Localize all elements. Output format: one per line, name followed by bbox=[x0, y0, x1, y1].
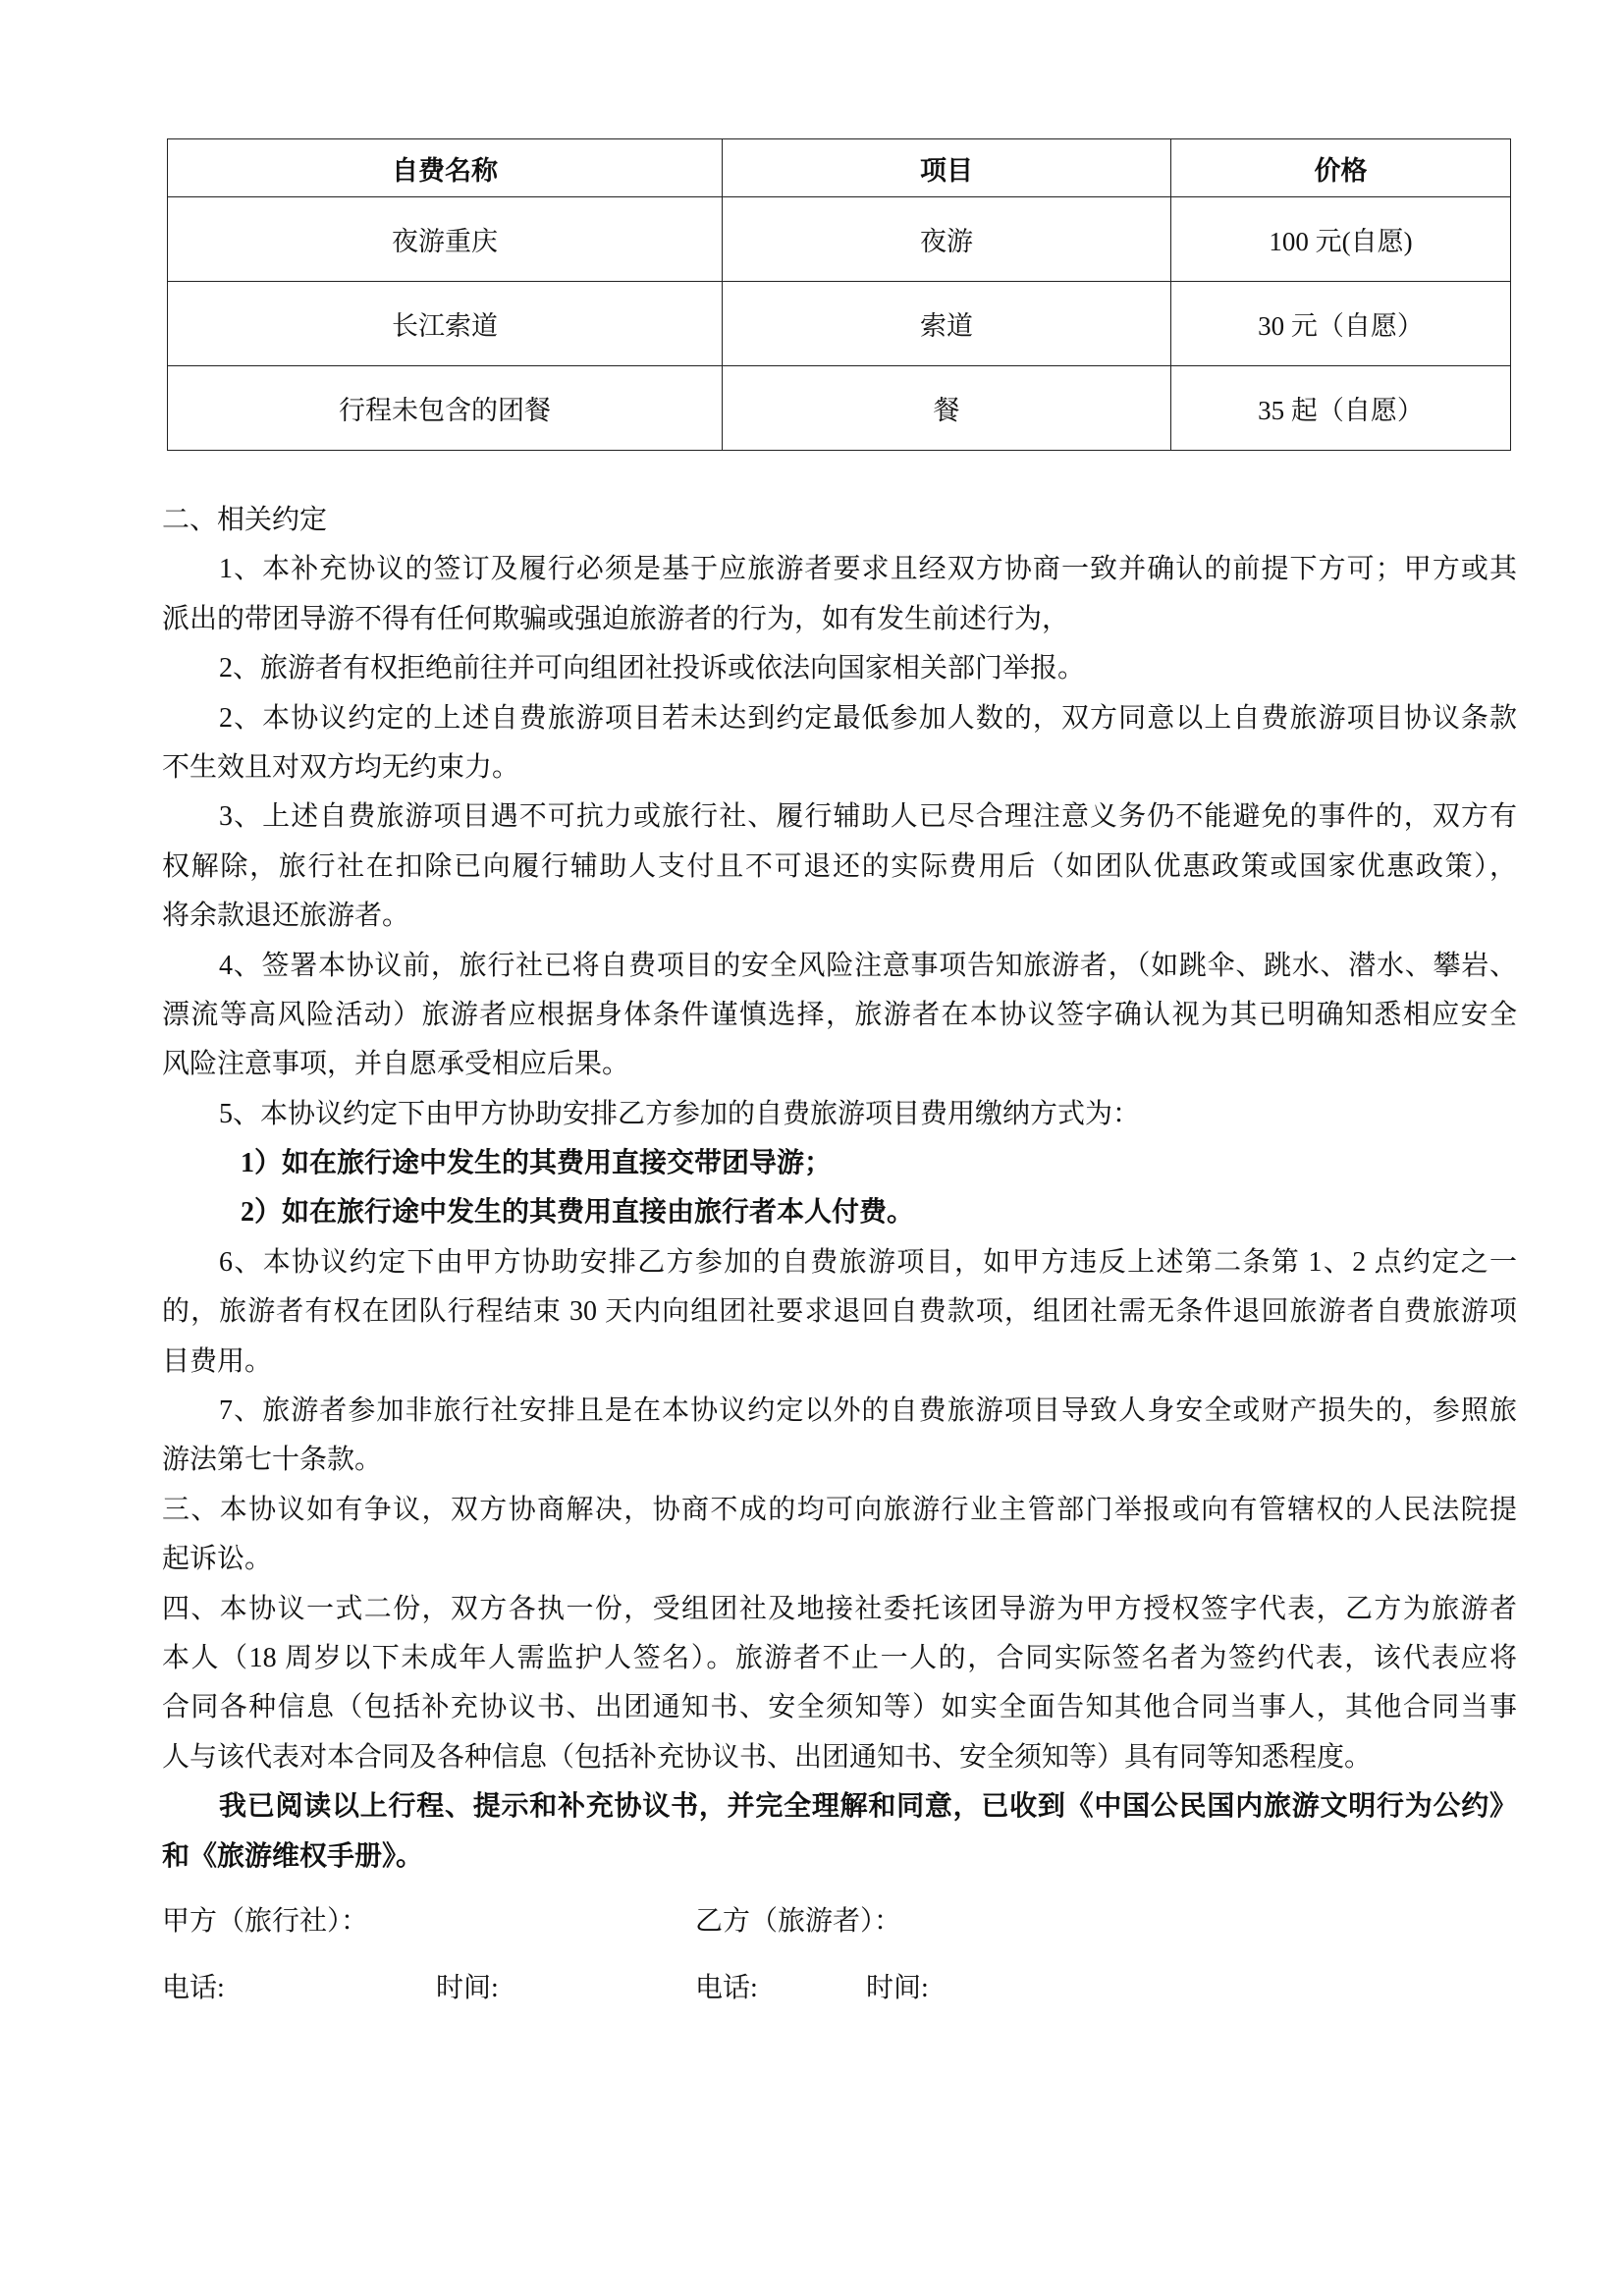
text-line: 2）如在旅行途中发生的其费用直接由旅行者本人付费。 bbox=[241, 1197, 915, 1229]
text-line: 派出的带团导游不得有任何欺骗或强迫旅游者的行为，如有发生前述行为， bbox=[162, 603, 1070, 634]
header-name: 自费名称 bbox=[168, 139, 723, 197]
table-header-row bbox=[168, 139, 1511, 197]
cell-item: 餐 bbox=[723, 366, 1171, 451]
text-line: 三、本协议如有争议，双方协商解决，协商不成的均可向旅游行业主管部门举报或向有管辖权的人民法院提 bbox=[162, 1494, 1517, 1525]
text-line: 漂流等高风险活动）旅游者应根据身体条件谨慎选择，旅游者在本协议签字确认视为其已明确知悉相应安全 bbox=[162, 999, 1517, 1030]
text-line: 我已阅读以上行程、提示和补充协议书，并完全理解和同意，已收到《中国公民国内旅游文明行为公约》 bbox=[219, 1791, 1517, 1823]
text-line: 合同各种信息（包括补充协议书、出团通知书、安全须知等）如实全面告知其他合同当事人，其他合同当事 bbox=[162, 1692, 1517, 1723]
text-line: 4、签署本协议前，旅行社已将自费项目的安全风险注意事项告知旅游者，（如跳伞、跳水、潜水、攀岩、 bbox=[219, 950, 1517, 981]
text-line: 2、本协议约定的上述自费旅游项目若未达到约定最低参加人数的，双方同意以上自费旅游项目协议条款 bbox=[219, 702, 1517, 734]
text-line: 5、本协议约定下由甲方协助安排乙方参加的自费旅游项目费用缴纳方式为： bbox=[219, 1098, 1141, 1129]
text-line: 1、本补充协议的签订及履行必须是基于应旅游者要求且经双方协商一致并确认的前提下方可；甲方或其 bbox=[219, 554, 1517, 585]
text-line: 3、上述自费旅游项目遇不可抗力或旅行社、履行辅助人已尽合理注意义务仍不能避免的事件的，双方有 bbox=[219, 801, 1517, 833]
text-line: 四、本协议一式二份，双方各执一份，受组团社及地接社委托该团导游为甲方授权签字代表，乙方为旅游者 bbox=[162, 1593, 1517, 1624]
text-line: 1）如在旅行途中发生的其费用直接交带团导游； bbox=[241, 1148, 833, 1179]
table-row bbox=[168, 366, 1511, 451]
header-item: 项目 bbox=[723, 139, 1171, 197]
cell-name: 夜游重庆 bbox=[168, 197, 723, 282]
text-line: 和《旅游维权手册》。 bbox=[162, 1840, 424, 1872]
cell-name: 长江索道 bbox=[168, 282, 723, 366]
text-line: 人与该代表对本合同及各种信息（包括补充协议书、出团通知书、安全须知等）具有同等知悉程度。 bbox=[162, 1741, 1373, 1773]
text-line: 目费用。 bbox=[162, 1345, 273, 1377]
party-b-phone-label: 电话: bbox=[695, 1973, 758, 2003]
text-line: 风险注意事项，并自愿承受相应后果。 bbox=[162, 1049, 630, 1080]
table-row bbox=[168, 282, 1511, 366]
header-price: 价格 bbox=[1171, 139, 1511, 197]
text-line: 起诉讼。 bbox=[162, 1544, 273, 1575]
agreement-body bbox=[162, 496, 1517, 1882]
text-line: 不生效且对双方均无约束力。 bbox=[162, 751, 520, 783]
cell-price: 100 元(自愿) bbox=[1171, 197, 1511, 282]
party-b-label: 乙方（旅游者）： bbox=[695, 1906, 902, 1937]
text-line: 二、相关约定 bbox=[162, 505, 328, 535]
cell-price: 30 元（自愿） bbox=[1171, 282, 1511, 366]
text-line: 的，旅游者有权在团队行程结束 30 天内向组团社要求退回自费款项，组团社需无条件退回旅游者自费旅游项 bbox=[162, 1296, 1517, 1328]
text-line: 7、旅游者参加非旅行社安排且是在本协议约定以外的自费旅游项目导致人身安全或财产损失的，参照旅 bbox=[219, 1395, 1517, 1427]
cell-item: 夜游 bbox=[723, 197, 1171, 282]
party-a-time-label: 时间: bbox=[436, 1973, 499, 2003]
party-a-phone-label: 电话: bbox=[162, 1973, 225, 2003]
text-line: 6、本协议约定下由甲方协助安排乙方参加的自费旅游项目，如甲方违反上述第二条第 1、2 点约定之一 bbox=[219, 1246, 1517, 1278]
text-line: 2、旅游者有权拒绝前往并可向组团社投诉或依法向国家相关部门举报。 bbox=[219, 653, 1086, 684]
cell-name: 行程未包含的团餐 bbox=[168, 366, 723, 451]
party-a-label: 甲方（旅行社）： bbox=[162, 1906, 369, 1937]
cell-item: 索道 bbox=[723, 282, 1171, 366]
table-row bbox=[168, 197, 1511, 282]
text-line: 将余款退还旅游者。 bbox=[162, 901, 410, 932]
text-line: 游法第七十条款。 bbox=[162, 1445, 383, 1476]
text-line: 权解除，旅行社在扣除已向履行辅助人支付且不可退还的实际费用后（如团队优惠政策或国家优惠政策）， bbox=[162, 850, 1517, 882]
text-line: 本人（18 周岁以下未成年人需监护人签名）。旅游者不止一人的，合同实际签名者为签约代表，该代表应将 bbox=[162, 1642, 1517, 1673]
self-pay-items-table bbox=[167, 138, 1511, 451]
party-b-time-label: 时间: bbox=[866, 1973, 929, 2003]
cell-price: 35 起（自愿） bbox=[1171, 366, 1511, 451]
